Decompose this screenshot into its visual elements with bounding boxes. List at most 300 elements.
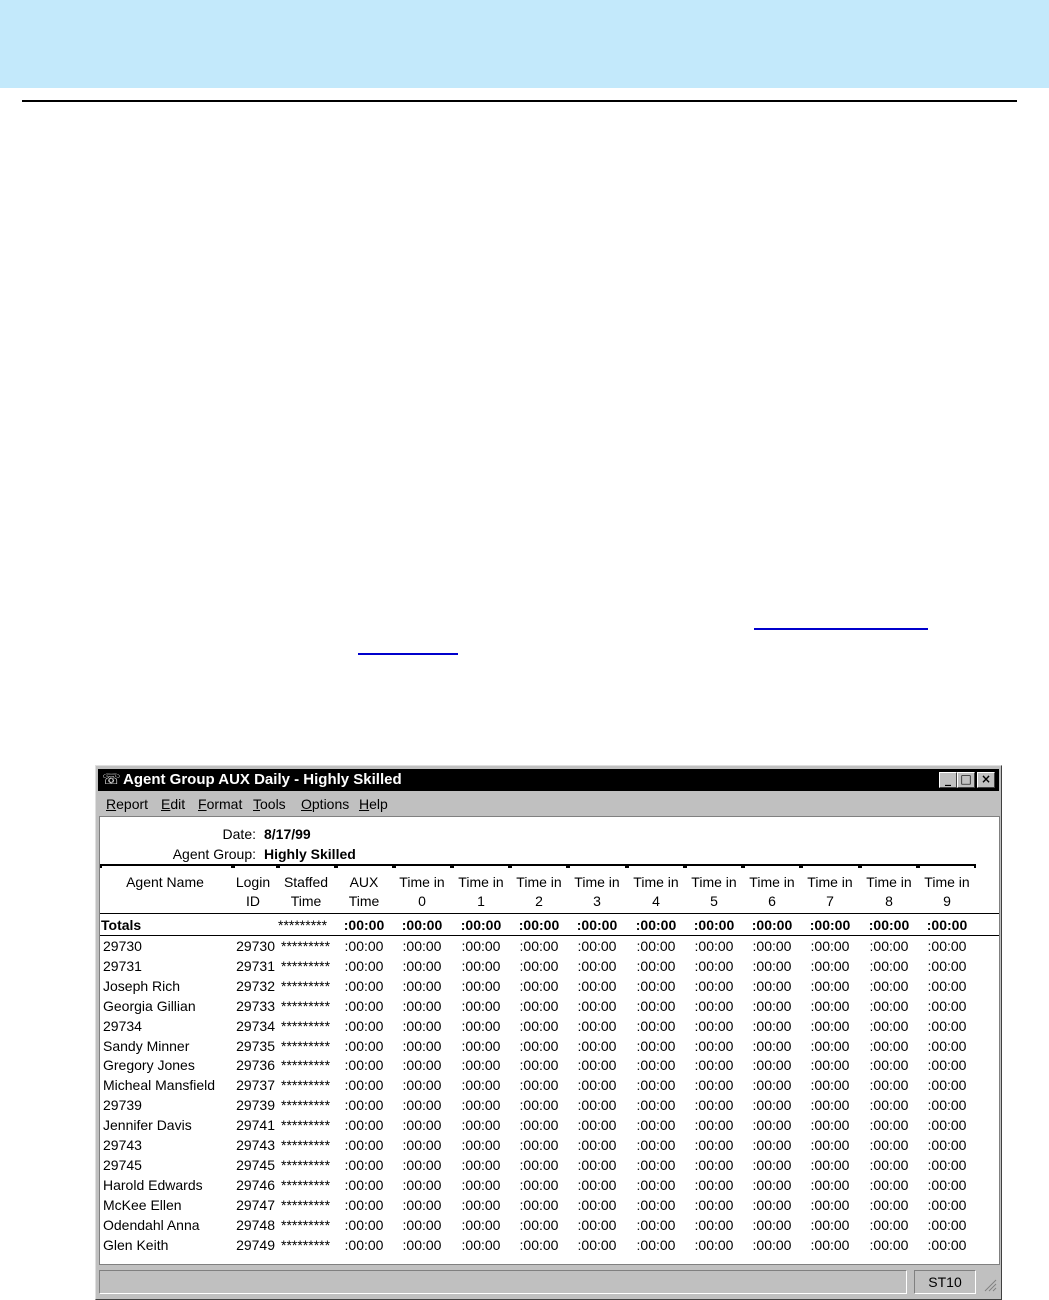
time-value: :00:00: [519, 1216, 559, 1233]
agent-name: Gregory Jones: [103, 1057, 195, 1074]
column-resize-bar[interactable]: [627, 864, 685, 868]
table-row[interactable]: [100, 1115, 999, 1135]
time-value: :00:00: [752, 1196, 792, 1213]
time-value: :00:00: [402, 1037, 442, 1054]
menu-edit[interactable]: Edit: [161, 796, 186, 812]
login-id: 29730: [236, 938, 275, 954]
column-header-line1: Login: [235, 874, 271, 890]
time-value: :00:00: [927, 1216, 967, 1233]
status-code: ST10: [914, 1270, 976, 1294]
login-id: 29748: [236, 1216, 275, 1233]
time-value: :00:00: [461, 1117, 501, 1134]
agent-group-value: Highly Skilled: [264, 846, 356, 862]
time-value: :00:00: [577, 1236, 617, 1253]
column-header-line2: 4: [652, 893, 660, 909]
window-title: Agent Group AUX Daily - Highly Skilled: [123, 771, 402, 788]
time-value: :00:00: [810, 938, 850, 954]
header-rule: [22, 100, 1017, 102]
time-value: :00:00: [869, 1117, 909, 1134]
time-value: :00:00: [752, 1057, 792, 1074]
time-value: :00:00: [927, 977, 967, 994]
time-value: :00:00: [519, 1097, 559, 1114]
staffed-time: *********: [281, 1156, 331, 1173]
table-row[interactable]: [100, 1075, 999, 1095]
time-value: :00:00: [752, 1097, 792, 1114]
login-id: 29737: [236, 1077, 275, 1094]
close-icon[interactable]: ×: [977, 772, 995, 788]
column-resize-bar[interactable]: [568, 864, 627, 868]
time-value: :00:00: [694, 1196, 734, 1213]
time-value: :00:00: [869, 1057, 909, 1074]
hyperlink-underline[interactable]: [358, 653, 458, 655]
time-value: :00:00: [927, 957, 967, 974]
time-value: :00:00: [927, 1156, 967, 1173]
report-content[interactable]: [99, 816, 1000, 1265]
login-id: 29731: [236, 957, 275, 974]
date-value: 8/17/99: [264, 826, 311, 842]
login-id: 29739: [236, 1097, 275, 1114]
time-value: :00:00: [636, 1037, 676, 1054]
time-value: :00:00: [636, 1236, 676, 1253]
time-value: :00:00: [752, 1156, 792, 1173]
time-value: :00:00: [752, 1117, 792, 1134]
column-resize-bar[interactable]: [233, 864, 278, 868]
staffed-time: *********: [281, 1117, 331, 1134]
time-value: :00:00: [694, 1236, 734, 1253]
totals-value: :00:00: [751, 917, 793, 933]
time-value: :00:00: [869, 1196, 909, 1213]
time-value: :00:00: [402, 1216, 442, 1233]
login-id: 29735: [236, 1037, 275, 1054]
login-id: 29747: [236, 1196, 275, 1213]
time-value: :00:00: [461, 1137, 501, 1153]
time-value: :00:00: [694, 1117, 734, 1134]
column-header-line2: 1: [477, 893, 485, 909]
agent-name: Harold Edwards: [103, 1176, 203, 1193]
time-value: :00:00: [927, 1057, 967, 1074]
time-value: :00:00: [344, 957, 384, 974]
table-row[interactable]: [100, 1016, 999, 1036]
time-value: :00:00: [402, 957, 442, 974]
staffed-time: *********: [281, 1017, 331, 1034]
login-id: 29736: [236, 1057, 275, 1074]
time-value: :00:00: [402, 1017, 442, 1034]
table-row[interactable]: [100, 936, 999, 956]
time-value: :00:00: [344, 1137, 384, 1153]
time-value: :00:00: [810, 1077, 850, 1094]
totals-label: Totals: [101, 917, 142, 933]
time-value: :00:00: [869, 1176, 909, 1193]
phone-icon[interactable]: ☏: [102, 771, 121, 788]
time-value: :00:00: [810, 1196, 850, 1213]
time-value: :00:00: [810, 1117, 850, 1134]
time-value: :00:00: [694, 1216, 734, 1233]
time-value: :00:00: [810, 997, 850, 1014]
time-value: :00:00: [344, 997, 384, 1014]
agent-name: Glen Keith: [103, 1236, 169, 1253]
time-value: :00:00: [402, 1057, 442, 1074]
staffed-time: *********: [281, 1077, 331, 1094]
login-id: 29743: [236, 1137, 275, 1153]
time-value: :00:00: [461, 1017, 501, 1034]
staffed-time: *********: [281, 1176, 331, 1193]
login-id: 29733: [236, 997, 275, 1014]
time-value: :00:00: [344, 1057, 384, 1074]
time-value: :00:00: [402, 1117, 442, 1134]
time-value: :00:00: [461, 1037, 501, 1054]
time-value: :00:00: [461, 1077, 501, 1094]
column-header-line1: Time in: [399, 874, 445, 890]
time-value: :00:00: [694, 1176, 734, 1193]
column-header-line2: Time: [348, 893, 380, 909]
totals-value: :00:00: [518, 917, 560, 933]
time-value: :00:00: [402, 1137, 442, 1153]
table-row[interactable]: [100, 956, 999, 976]
hyperlink-underline[interactable]: [754, 628, 928, 630]
time-value: :00:00: [694, 1057, 734, 1074]
menu-bar: [98, 793, 999, 815]
agent-name: McKee Ellen: [103, 1196, 182, 1213]
column-resize-bar[interactable]: [801, 864, 860, 868]
time-value: :00:00: [519, 1176, 559, 1193]
time-value: :00:00: [927, 997, 967, 1014]
time-value: :00:00: [636, 1017, 676, 1034]
time-value: :00:00: [519, 1077, 559, 1094]
time-value: :00:00: [344, 1097, 384, 1114]
staffed-time: *********: [281, 957, 331, 974]
column-header-line2: 5: [710, 893, 718, 909]
table-row[interactable]: [100, 1036, 999, 1056]
time-value: :00:00: [694, 957, 734, 974]
time-value: :00:00: [869, 977, 909, 994]
time-value: :00:00: [461, 1156, 501, 1173]
agent-name: 29730: [103, 938, 142, 954]
login-id: 29749: [236, 1236, 275, 1253]
column-resize-bar[interactable]: [743, 864, 801, 868]
column-header[interactable]: [100, 873, 230, 911]
time-value: :00:00: [694, 1097, 734, 1114]
time-value: :00:00: [810, 1017, 850, 1034]
table-row[interactable]: [100, 1055, 999, 1075]
time-value: :00:00: [519, 1137, 559, 1153]
time-value: :00:00: [810, 1156, 850, 1173]
time-value: :00:00: [577, 1097, 617, 1114]
column-header[interactable]: [451, 873, 511, 911]
time-value: :00:00: [461, 997, 501, 1014]
time-value: :00:00: [519, 1196, 559, 1213]
header-divider: [100, 913, 999, 914]
agent-name: 29731: [103, 957, 142, 974]
column-resize-bar[interactable]: [918, 864, 976, 868]
time-value: :00:00: [927, 1017, 967, 1034]
totals-value: :00:00: [926, 917, 968, 933]
time-value: :00:00: [519, 997, 559, 1014]
time-value: :00:00: [636, 1196, 676, 1213]
time-value: :00:00: [636, 1156, 676, 1173]
table-row[interactable]: [100, 1135, 999, 1155]
time-value: :00:00: [752, 1137, 792, 1153]
time-value: :00:00: [402, 977, 442, 994]
column-header[interactable]: [859, 873, 919, 911]
time-value: :00:00: [461, 1196, 501, 1213]
time-value: :00:00: [577, 1017, 617, 1034]
column-header[interactable]: [800, 873, 860, 911]
time-value: :00:00: [461, 1097, 501, 1114]
column-header-line2: 3: [593, 893, 601, 909]
time-value: :00:00: [577, 997, 617, 1014]
time-value: :00:00: [869, 957, 909, 974]
login-id: 29732: [236, 977, 275, 994]
time-value: :00:00: [694, 997, 734, 1014]
time-value: :00:00: [577, 1037, 617, 1054]
time-value: :00:00: [461, 1216, 501, 1233]
time-value: :00:00: [752, 997, 792, 1014]
agent-name: 29745: [103, 1156, 142, 1173]
time-value: :00:00: [752, 1216, 792, 1233]
table-row[interactable]: [100, 1155, 999, 1175]
column-header-line2: 7: [826, 893, 834, 909]
agent-group-label: Agent Group:: [172, 846, 256, 862]
totals-value: :00:00: [576, 917, 618, 933]
time-value: :00:00: [810, 1137, 850, 1153]
column-resize-bar[interactable]: [336, 864, 394, 868]
time-value: :00:00: [461, 938, 501, 954]
time-value: :00:00: [694, 1077, 734, 1094]
table-row[interactable]: [100, 1195, 999, 1215]
totals-value: :00:00: [635, 917, 677, 933]
time-value: :00:00: [636, 1057, 676, 1074]
staffed-time: *********: [281, 1057, 331, 1074]
time-value: :00:00: [636, 1097, 676, 1114]
table-row[interactable]: [100, 1235, 999, 1255]
time-value: :00:00: [869, 1216, 909, 1233]
time-value: :00:00: [752, 1017, 792, 1034]
time-value: :00:00: [344, 1037, 384, 1054]
status-message-panel: [99, 1270, 907, 1294]
time-value: :00:00: [752, 1236, 792, 1253]
time-value: :00:00: [636, 1137, 676, 1153]
time-value: :00:00: [810, 1097, 850, 1114]
time-value: :00:00: [577, 938, 617, 954]
column-resize-bar[interactable]: [278, 864, 336, 868]
column-resize-bar[interactable]: [452, 864, 510, 868]
time-value: :00:00: [810, 1236, 850, 1253]
staffed-time: *********: [281, 938, 331, 954]
menu-options[interactable]: Options: [301, 796, 350, 812]
time-value: :00:00: [869, 1236, 909, 1253]
time-value: :00:00: [519, 1156, 559, 1173]
time-value: :00:00: [636, 1176, 676, 1193]
time-value: :00:00: [344, 1156, 384, 1173]
column-header[interactable]: [567, 873, 627, 911]
staffed-time: *********: [281, 1037, 331, 1054]
table-row[interactable]: [100, 1215, 999, 1235]
agent-name: Odendahl Anna: [103, 1216, 200, 1233]
report-window: [95, 765, 1002, 1300]
time-value: :00:00: [577, 1057, 617, 1074]
page-header-band: [0, 0, 1049, 88]
column-header[interactable]: [917, 873, 977, 911]
staffed-time: *********: [281, 977, 331, 994]
time-value: :00:00: [927, 1196, 967, 1213]
time-value: :00:00: [402, 1236, 442, 1253]
time-value: :00:00: [636, 997, 676, 1014]
time-value: :00:00: [344, 1077, 384, 1094]
agent-name: Joseph Rich: [103, 977, 181, 994]
agent-name: Jennifer Davis: [103, 1117, 192, 1134]
time-value: :00:00: [752, 1176, 792, 1193]
column-resize-bar[interactable]: [685, 864, 743, 868]
minimize-icon[interactable]: _: [939, 772, 957, 788]
maximize-icon[interactable]: □: [957, 772, 975, 788]
time-value: :00:00: [577, 977, 617, 994]
time-value: :00:00: [519, 1236, 559, 1253]
menu-tools[interactable]: Tools: [253, 796, 286, 812]
totals-value: :00:00: [460, 917, 502, 933]
totals-row: [100, 915, 999, 935]
totals-value: :00:00: [809, 917, 851, 933]
menu-format[interactable]: Format: [198, 796, 243, 812]
column-header-line2: 8: [885, 893, 893, 909]
title-bar[interactable]: [98, 769, 999, 791]
time-value: :00:00: [519, 957, 559, 974]
menu-report[interactable]: Report: [106, 796, 149, 812]
column-resize-bar[interactable]: [510, 864, 568, 868]
column-header-line1: Time in: [807, 874, 853, 890]
time-value: :00:00: [810, 957, 850, 974]
time-value: :00:00: [752, 938, 792, 954]
time-value: :00:00: [869, 1156, 909, 1173]
column-header[interactable]: [334, 873, 394, 911]
table-row[interactable]: [100, 976, 999, 996]
time-value: :00:00: [694, 977, 734, 994]
time-value: :00:00: [461, 1236, 501, 1253]
staffed-time: *********: [281, 1196, 331, 1213]
time-value: :00:00: [519, 1117, 559, 1134]
time-value: :00:00: [344, 1176, 384, 1193]
column-header[interactable]: [276, 873, 336, 911]
time-value: :00:00: [577, 1117, 617, 1134]
time-value: :00:00: [694, 938, 734, 954]
date-row: [100, 826, 500, 844]
time-value: :00:00: [752, 1077, 792, 1094]
column-header-line1: Time in: [574, 874, 620, 890]
totals-staffed: *********: [278, 917, 328, 933]
time-value: :00:00: [694, 1156, 734, 1173]
totals-value: :00:00: [868, 917, 910, 933]
agent-group-row: [100, 846, 500, 864]
column-resize-bar[interactable]: [394, 864, 452, 868]
time-value: :00:00: [810, 1057, 850, 1074]
time-value: :00:00: [752, 1037, 792, 1054]
column-header-line2: ID: [246, 893, 260, 909]
column-header-line1: Time in: [924, 874, 970, 890]
time-value: :00:00: [810, 977, 850, 994]
time-value: :00:00: [461, 977, 501, 994]
time-value: :00:00: [636, 938, 676, 954]
time-value: :00:00: [344, 1017, 384, 1034]
time-value: :00:00: [927, 1236, 967, 1253]
time-value: :00:00: [402, 1097, 442, 1114]
time-value: :00:00: [344, 938, 384, 954]
time-value: :00:00: [519, 938, 559, 954]
time-value: :00:00: [810, 1216, 850, 1233]
time-value: :00:00: [869, 1137, 909, 1153]
menu-help[interactable]: Help: [359, 796, 388, 812]
time-value: :00:00: [461, 957, 501, 974]
table-row[interactable]: [100, 1175, 999, 1195]
time-value: :00:00: [519, 1057, 559, 1074]
table-row[interactable]: [100, 1095, 999, 1115]
time-value: :00:00: [869, 997, 909, 1014]
column-header-line2: 0: [418, 893, 426, 909]
time-value: :00:00: [869, 1037, 909, 1054]
column-header-line1: Staffed: [283, 874, 329, 890]
time-value: :00:00: [636, 1117, 676, 1134]
column-resize-bar[interactable]: [100, 864, 233, 868]
time-value: :00:00: [344, 1216, 384, 1233]
time-value: :00:00: [461, 1176, 501, 1193]
time-value: :00:00: [927, 1097, 967, 1114]
column-header[interactable]: [742, 873, 802, 911]
time-value: :00:00: [869, 1017, 909, 1034]
agent-name: 29734: [103, 1017, 142, 1034]
time-value: :00:00: [577, 1077, 617, 1094]
time-value: :00:00: [519, 1017, 559, 1034]
table-row[interactable]: [100, 996, 999, 1016]
column-header-line1: Time in: [866, 874, 912, 890]
time-value: :00:00: [402, 1196, 442, 1213]
time-value: :00:00: [694, 1137, 734, 1153]
time-value: :00:00: [402, 1176, 442, 1193]
time-value: :00:00: [577, 957, 617, 974]
column-header-line1: Time in: [691, 874, 737, 890]
time-value: :00:00: [869, 1077, 909, 1094]
column-header[interactable]: [509, 873, 569, 911]
column-header-line2: 6: [768, 893, 776, 909]
time-value: :00:00: [577, 1156, 617, 1173]
time-value: :00:00: [694, 1037, 734, 1054]
totals-value: :00:00: [343, 917, 385, 933]
column-header[interactable]: [228, 873, 278, 911]
time-value: :00:00: [927, 938, 967, 954]
column-header-line1: Time in: [749, 874, 795, 890]
staffed-time: *********: [281, 1236, 331, 1253]
time-value: :00:00: [927, 1077, 967, 1094]
login-id: 29745: [236, 1156, 275, 1173]
time-value: :00:00: [402, 938, 442, 954]
column-header[interactable]: [392, 873, 452, 911]
resize-grip-icon[interactable]: [983, 1278, 997, 1292]
column-header[interactable]: [626, 873, 686, 911]
login-id: 29741: [236, 1117, 275, 1134]
time-value: :00:00: [810, 1176, 850, 1193]
column-header[interactable]: [684, 873, 744, 911]
column-resize-bar[interactable]: [860, 864, 918, 868]
column-header-line1: AUX: [349, 874, 379, 890]
time-value: :00:00: [636, 1216, 676, 1233]
time-value: :00:00: [344, 977, 384, 994]
agent-name: Georgia Gillian: [103, 997, 196, 1014]
time-value: :00:00: [344, 1196, 384, 1213]
column-header-line1: Time in: [516, 874, 562, 890]
staffed-time: *********: [281, 1137, 331, 1153]
time-value: :00:00: [519, 977, 559, 994]
agent-name: 29743: [103, 1137, 142, 1153]
time-value: :00:00: [869, 1097, 909, 1114]
time-value: :00:00: [927, 1176, 967, 1193]
time-value: :00:00: [694, 1017, 734, 1034]
